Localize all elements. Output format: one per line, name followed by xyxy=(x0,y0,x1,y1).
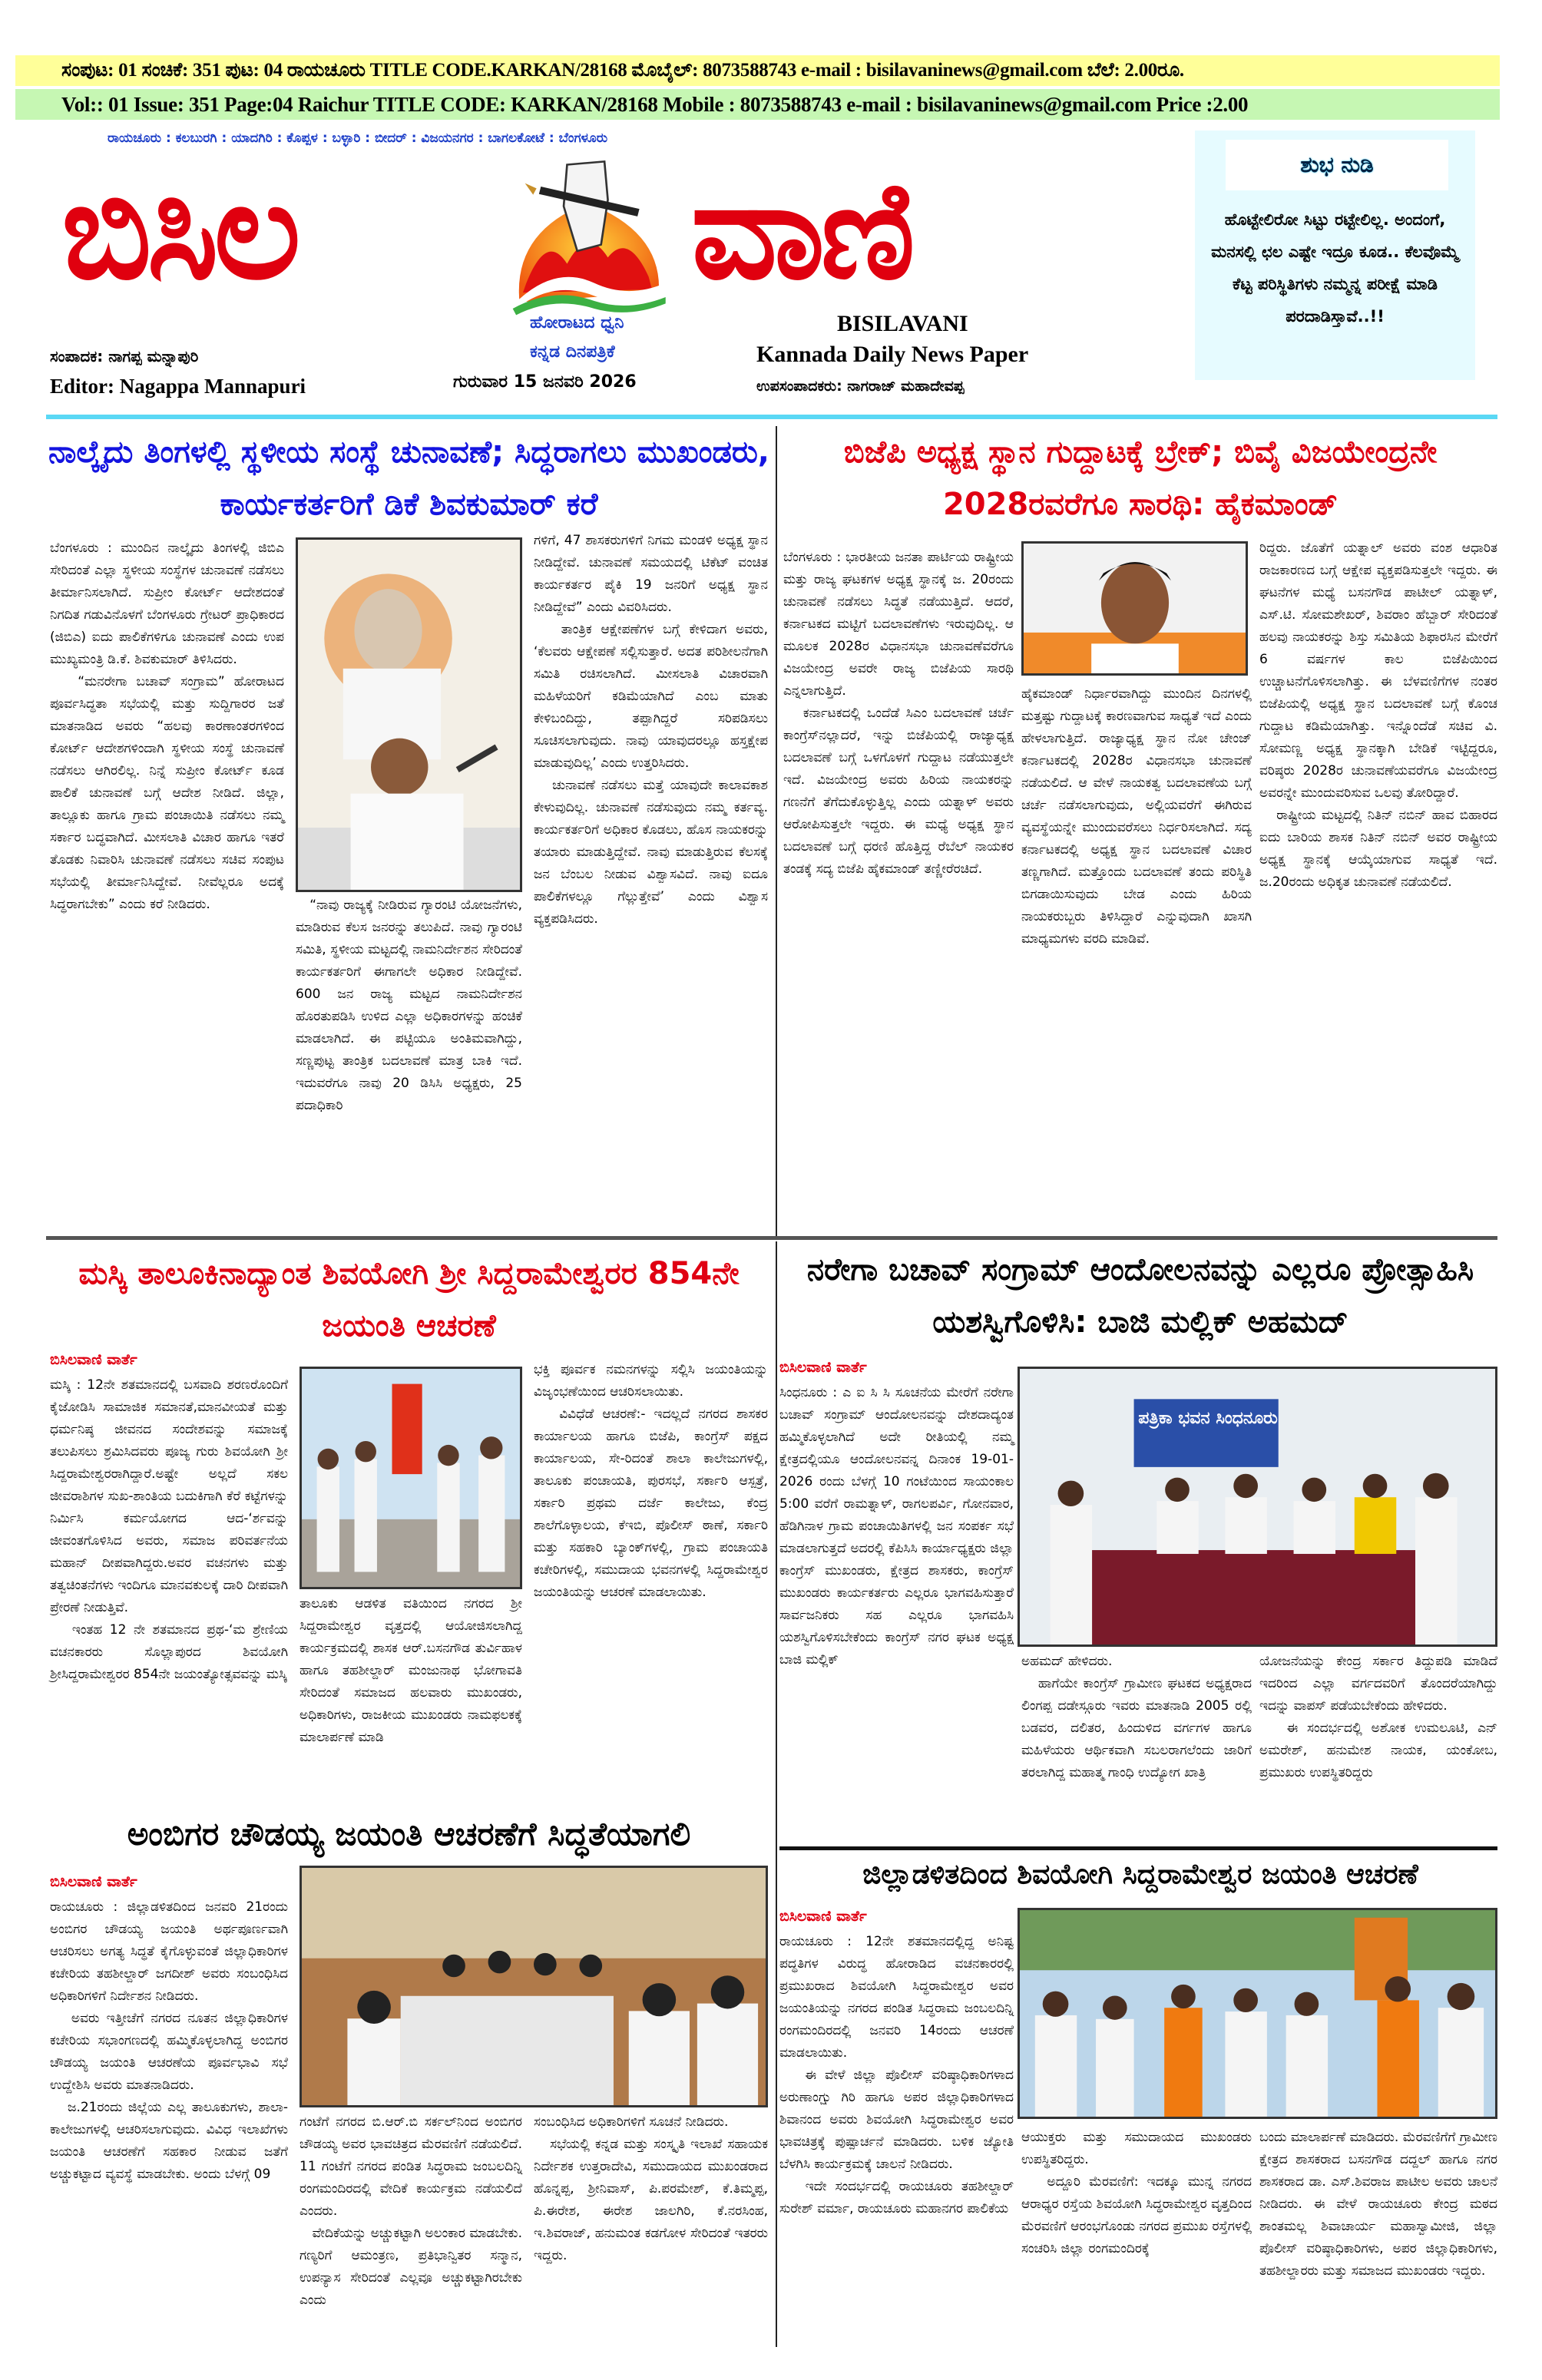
photo-sign-text: ಪತ್ರಿಕಾ ಭವನ ಸಿಂಧನೂರು xyxy=(1138,1409,1278,1428)
good-word-text: ಹೊಟ್ಟೇಲಿರೋ ಸಿಟ್ಟು ರಟ್ಟೇಲಿಲ್ಲ. ಅಂದಂಗೆ, ಮನಸಲ್ಲಿ ಛಲ ಎಷ್ಟೇ ಇದ್ರೂ ಕೂಡ.. ಕೆಲವೊಮ್ಮೆ ಕೆಟ್ಟ ಪರಿಸ್ಥಿತಿಗಳು ನಮ್ಮನ್ನ ಪರೀಕ್ಷೆ ಮಾಡಿ ಪರದಾಡಿಸ್ತಾವೆ..!! xyxy=(1211,210,1459,326)
article-column: ಬೆಂಗಳೂರು : ಭಾರತೀಯ ಜನತಾ ಪಾರ್ಟಿಯ ರಾಷ್ಟ್ರೀಯ ಮತ್ತು ರಾಜ್ಯ ಘಟಕಗಳ ಅಧ್ಯಕ್ಷ ಸ್ಥಾನಕ್ಕೆ ಜ. 20ರಂದು ಚುನಾವಣೆ ನಡೆಸಲು ಸಿದ್ಧತೆ ನಡೆಯುತ್ತಿದೆ. ಆದರೆ, ಕರ್ನಾಟಕದ ಮಟ್ಟಿಗೆ ಬದಲಾವಣೆಗಳು ಇರುವುದಿಲ್ಲ. ಆ ಮೂಲಕ 2028ರ ವಿಧಾನಸಭಾ ಚುನಾವಣೆವರೆಗೂ ವಿಜಯೇಂದ್ರ ಅವರೇ ರಾಜ್ಯ ಬಿಜೆಪಿಯ ಸಾರಥಿ ಎನ್ನಲಾಗುತ್ತಿದೆ. ಕರ್ನಾಟಕದಲ್ಲಿ ಒಂದೆಡೆ ಸಿಎಂ ಬದಲಾವಣೆ ಚರ್ಚೆ ಕಾಂಗ್ರೆಸ್‌ನಲ್ಲಾದರೆ, ಇನ್ನು ಬಿಜೆಪಿಯಲ್ಲಿ ರಾಜ್ಯಾಧ್ಯಕ್ಷ ಬದಲಾವಣೆ ಬಗ್ಗೆ ಒಳಗೊಳಗೆ ಗುದ್ದಾಟ ನಡೆಯುತ್ತಲೇ ಇದೆ. ವಿಜಯೇಂದ್ರ ಅವರು ಹಿರಿಯ ನಾಯಕರನ್ನು ಗಣನೆಗೆ ತೆಗೆದುಕೊಳ್ಳುತ್ತಿಲ್ಲ ಎಂದು ಯತ್ನಾಳ್ ಅವರು ಆರೋಪಿಸುತ್ತಲೇ ಇದ್ದರು. ಈ ಮಧ್ಯೆ ಅಧ್ಯಕ್ಷ ಸ್ಥಾನ ಬದಲಾವಣೆ ಬಗ್ಗೆ ಧರಣಿ ಹೊತ್ತಿದ್ದ ರೆಬೆಲ್ ನಾಯಕರ ತಂಡಕ್ಕೆ ಸದ್ಯ ಬಿಜೆಪಿ ಹೈಕಮಾಂಡ್ ತಣ್ಣೀರೆರಚಿದೆ. xyxy=(783,550,1014,877)
headline-nrega-bachao: ನರೇಗಾ ಬಚಾವ್ ಸಂಗ್ರಾಮ್ ಆಂದೋಲನವನ್ನು ಎಲ್ಲರೂ ಪ್ರೋತ್ಸಾಹಿಸಿ ಯಶಸ್ವಿಗೊಳಿಸಿ: ಬಾಜಿ ಮಲ್ಲಿಕ್ ಅಹಮದ್ xyxy=(806,1252,1474,1340)
photo-procession xyxy=(1018,1908,1497,2119)
newspaper-logo xyxy=(61,152,1175,311)
section-divider xyxy=(779,1846,1497,1850)
column-divider xyxy=(776,426,777,1236)
byline: ಬಿಸಿಲವಾಣಿ ವಾರ್ತೆ xyxy=(50,1351,137,1368)
good-word-title: ಶುಭ ನುಡಿ xyxy=(1226,140,1448,190)
article-column: ಗಳಿಗೆ, 47 ಶಾಸಕರುಗಳಿಗೆ ನಿಗಮ ಮಂಡಳಿ ಅಧ್ಯಕ್ಷ ಸ್ಥಾನ ನೀಡಿದ್ದೇವೆ. ಚುನಾವಣೆ ಸಮಯದಲ್ಲಿ ಟಿಕೆಟ್ ವಂಚಿತ ಕಾರ್ಯಕರ್ತರ ಪೈಕಿ 19 ಜನರಿಗೆ ಅಧ್ಯಕ್ಷ ಸ್ಥಾನ ನೀಡಿದ್ದೇವೆ” ಎಂದು ವಿವರಿಸಿದರು. ತಾಂತ್ರಿಕ ಆಕ್ಷೇಪಣೆಗಳ ಬಗ್ಗೆ ಕೇಳಿದಾಗ ಅವರು, ‘ಕೆಲವರು ಆಕ್ಷೇಪಣೆ ಸಲ್ಲಿಸುತ್ತಾರೆ. ಅದತ ಪರಿಶೀಲನೆಗಾಗಿ ಸಮಿತಿ ರಚಿಸಲಾಗಿದೆ. ಮೀಸಲಾತಿ ವಿಚಾರವಾಗಿ ಮಹಿಳೆಯರಿಗೆ ಕಡಿಮೆಯಾಗಿದೆ ಎಂಬ ಮಾತು ಕೇಳಿಬಂದಿದ್ದು, ತಪ್ಪಾಗಿದ್ದರೆ ಸರಿಪಡಿಸಲು ಸೂಚಿಸಲಾಗುವುದು. ನಾವು ಯಾವುದರಲ್ಲೂ ಹಸ್ತಕ್ಷೇಪ ಮಾಡುವುದಿಲ್ಲ’ ಎಂದು ಉತ್ತರಿಸಿದರು. ಚುನಾವಣೆ ನಡೆಸಲು ಮತ್ತೆ ಯಾವುದೇ ಕಾಲಾವಕಾಶ ಕೇಳುವುದಿಲ್ಲ. ಚುನಾವಣೆ ನಡೆಸುವುದು ನಮ್ಮ ಕರ್ತವ್ಯ. ಕಾರ್ಯಕರ್ತರಿಗೆ ಅಧಿಕಾರ ಕೊಡಲು, ಹೊಸ ನಾಯಕರನ್ನು ತಯಾರು ಮಾಡುತ್ತಿದ್ದೇವೆ. ನಾವು ಮಾಡುತ್ತಿರುವ ಕೆಲಸಕ್ಕೆ ಜನ ಬೆಂಬಲ ನೀಡುವ ವಿಶ್ವಾಸವಿದೆ. ನಾವು ಐದೂ ಪಾಲಿಕೆಗಳಲ್ಲೂ ಗೆಲ್ಲುತ್ತೇವೆ’ ಎಂದು ವಿಶ್ವಾಸ ವ್ಯಕ್ತಪಡಿಸಿದರು. xyxy=(534,533,768,927)
tagline-kannada-daily: ಕನ್ನಡ ದಿನಪತ್ರಿಕೆ xyxy=(530,342,615,362)
headline-maski-jayanti: ಮಸ್ಕಿ ತಾಲೂಕಿನಾದ್ಯಾಂತ ಶಿವಯೋಗಿ ಶ್ರೀ ಸಿದ್ದರಾಮೇಶ್ವರರ 854ನೇ ಜಯಂತಿ ಆಚರಣೆ xyxy=(78,1256,740,1344)
editor-english: Editor: Nagappa Mannapuri xyxy=(50,375,306,398)
issue-date: ಗುರುವಾರ 15 ಜನವರಿ 2026 xyxy=(453,372,637,392)
photo-dk-shivakumar xyxy=(296,537,522,892)
article-column: ಭಕ್ತಿ ಪೂರ್ವಕ ನಮನಗಳನ್ನು ಸಲ್ಲಿಸಿ ಜಯಂತಿಯನ್ನು ವಿಜೃಂಭಣೆಯಿಂದ ಆಚರಿಸಲಾಯಿತು. ವಿವಿಧೆಡೆ ಆಚರಣೆ:- ಇದಲ್ಲದೆ ನಗರದ ಶಾಸಕರ ಕಾರ್ಯಾಲಯ ಹಾಗೂ ಬಿಜೆಪಿ, ಕಾಂಗ್ರೆಸ್ ಪಕ್ಷದ ಕಾರ್ಯಾಲಯ, ಸೇ-ರಿದಂತೆ ಶಾಲಾ ಕಾಲೇಜುಗಳಲ್ಲಿ, ತಾಲೂಕು ಪಂಚಾಯತಿ, ಪುರಸಭೆ, ಸರ್ಕಾರಿ ಆಸ್ಪತ್ರೆ, ಸರ್ಕಾರಿ ಪ್ರಥಮ ದರ್ಜೆ ಕಾಲೇಜು, ಕೆಂದ್ರ ಶಾಲೆಗೊಳ್ಳಾಲಯ, ಕೆಇಬಿ, ಪೊಲೀಸ್ ಠಾಣೆ, ಸರ್ಕಾರಿ ಮತ್ತು ಸಹಕಾರಿ ಬ್ಯಾಂಕ್‌ಗಳಲ್ಲಿ, ಗ್ರಾಮ ಪಂಚಾಯತಿ ಕಚೇರಿಗಳಲ್ಲಿ, ಸಮುದಾಯ ಭವನಗಳಲ್ಲಿ ಸಿದ್ದರಾಮೇಶ್ವರ ಜಯಂತಿಯನ್ನು ಆಚರಣೆ ಮಾಡಲಾಯಿತು. xyxy=(534,1362,769,1600)
headline-district-siddarameshwara: ಜಿಲ್ಲಾಡಳಿತದಿಂದ ಶಿವಯೋಗಿ ಸಿದ್ದರಾಮೇಶ್ವರ ಜಯಂತಿ ಆಚರಣೆ xyxy=(862,1859,1418,1890)
good-word-box xyxy=(1195,131,1475,380)
article-column: ರಾಯಚೂರು : ಜಿಲ್ಲಾಡಳಿತದಿಂದ ಜನವರಿ 21ರಂದು ಅಂಬಿಗರ ಚೌಡಯ್ಯ ಜಯಂತಿ ಅರ್ಥಪೂರ್ಣವಾಗಿ ಆಚರಿಸಲು ಅಗತ್ಯ ಸಿದ್ಧತೆ ಕೈಗೊಳ್ಳುವಂತೆ ಜಿಲ್ಲಾಧಿಕಾರಿಗಳ ಕಚೇರಿಯ ತಹಶೀಲ್ದಾರ್ ಜಗದೀಶ್ ಅವರು ಸಂಬಂಧಿಸಿದ ಅಧಿಕಾರಿಗಳಿಗೆ ನಿರ್ದೇಶನ ನೀಡಿದರು. ಅವರು ಇತ್ತೀಚೆಗೆ ನಗರದ ನೂತನ ಜಿಲ್ಲಾಧಿಕಾರಿಗಳ ಕಚೇರಿಯ ಸಭಾಂಗಣದಲ್ಲಿ ಹಮ್ಮಿಕೊಳ್ಳಲಾಗಿದ್ದ ಅಂಬಿಗರ ಚೌಡಯ್ಯ ಜಯಂತಿ ಆಚರಣೆಯ ಪೂರ್ವಭಾವಿ ಸಭೆ ಉದ್ದೇಶಿಸಿ ಅವರು ಮಾತನಾಡಿದರು. ಜ.21ರಂದು ಜಿಲ್ಲೆಯ ಎಲ್ಲ ತಾಲೂಕುಗಳು, ಶಾಲಾ-ಕಾಲೇಜುಗಳಲ್ಲಿ ಆಚರಿಸಲಾಗುವುದು. ವಿವಿಧ ಇಲಾಖೆಗಳು ಜಯಂತಿ ಆಚರಣೆಗೆ ಸಹಕಾರ ನೀಡುವ ಜತೆಗೆ ಅಚ್ಚುಕಟ್ಟಾದ ವ್ಯವಸ್ಥೆ ಮಾಡಬೇಕು. ಅಂದು ಬೆಳಗ್ಗೆ 09 xyxy=(50,1899,288,2182)
article-column: ಬೆಂಗಳೂರು : ಮುಂದಿನ ನಾಲ್ಕೈದು ತಿಂಗಳಲ್ಲಿ ಜಿಬಿಎ ಸೇರಿದಂತೆ ಎಲ್ಲಾ ಸ್ಥಳೀಯ ಸಂಸ್ಥೆಗಳ ಚುನಾವಣೆ ನಡೆಸಲು ತೀರ್ಮಾನಿಸಲಾಗಿದೆ. ಸುಪ್ರೀಂ ಕೋರ್ಟ್ ಆದೇಶದಂತೆ ನಿಗದಿತ ಗಡುವಿನೊಳಗೆ ಬೆಂಗಳೂರು ಗ್ರೇಟರ್ ಪ್ರಾಧಿಕಾರದ (ಜಿಬಿಎ) ಐದು ಪಾಲಿಕೆಗಳಿಗೂ ಚುನಾವಣೆ ಎಂದು ಉಪ ಮುಖ್ಯಮಂತ್ರಿ ಡಿ.ಕೆ. ಶಿವಕುಮಾರ್ ತಿಳಿಸಿದರು. “ಮನರೇಗಾ ಬಚಾವ್ ಸಂಗ್ರಾಮ” ಹೋರಾಟದ ಪೂರ್ವಸಿದ್ಧತಾ ಸಭೆಯಲ್ಲಿ ಮತ್ತು ಸುದ್ದಿಗಾರರ ಜತೆ ಮಾತನಾಡಿದ ಅವರು “ಹಲವು ಕಾರಣಾಂತರಗಳಿಂದ ಕೋರ್ಟ್ ಆದೇಶಗಳಿಂದಾಗಿ ಸ್ಥಳೀಯ ಸಂಸ್ಥೆ ಚುನಾವಣೆ ನಡೆಸಲು ಆಗಿರಲಿಲ್ಲ. ನಿನ್ನೆ ಸುಪ್ರೀಂ ಕೋರ್ಟ್ ಕೂಡ ಪಾಲಿಕೆ ಚುನಾವಣೆ ಬಗ್ಗೆ ಆದೇಶ ನೀಡಿದೆ. ಜಿಲ್ಲಾ, ತಾಲ್ಲೂಕು ಹಾಗೂ ಗ್ರಾಮ ಪಂಚಾಯಿತಿ ನಡೆಸಲು ನಮ್ಮ ಸರ್ಕಾರ ಬದ್ಧವಾಗಿದೆ. ಮೀಸಲಾತಿ ವಿಚಾರ ಹಾಗೂ ಇತರೆ ತೊಡಕು ನಿವಾರಿಸಿ ಚುನಾವಣೆ ನಡೆಸಲು ಸಚಿವ ಸಂಪುಟ ಸಭೆಯಲ್ಲಿ ತೀರ್ಮಾನಿಸಿದ್ದೇವೆ. ನೀವೆಲ್ಲರೂ ಅದಕ್ಕೆ ಸಿದ್ಧರಾಗಬೇಕು” ಎಂದು ಕರೆ ನೀಡಿದರು. xyxy=(50,540,284,912)
article-column: ಆಯುಕ್ತರು ಮತ್ತು ಸಮುದಾಯದ ಮುಖಂಡರು ಉಪಸ್ಥಿತರಿದ್ದರು. ಅದ್ದೂರಿ ಮೆರವಣಿಗೆ: ಇದಕ್ಕೂ ಮುನ್ನ ನಗರದ ಆರಾಧ್ಯರ ರಸ್ತೆಯ ಶಿವಯೋಗಿ ಸಿದ್ಧರಾಮೇಶ್ವರ ವೃತ್ತದಿಂದ ಮೆರವಣಿಗೆ ಆರಂಭಗೊಂಡು ನಗರದ ಪ್ರಮುಖ ರಸ್ತೆಗಳಲ್ಲಿ ಸಂಚರಿಸಿ ಜಿಲ್ಲಾ ರಂಗಮಂದಿರಕ್ಕೆ xyxy=(1021,2130,1252,2256)
article-column: ಗಂಟೆಗೆ ನಗರದ ಬಿ.ಆರ್.ಬಿ ಸರ್ಕಲ್‌ನಿಂದ ಅಂಬಿಗರ ಚೌಡಯ್ಯ ಅವರ ಭಾವಚಿತ್ರದ ಮೆರವಣಿಗೆ ನಡೆಯಲಿದೆ. 11 ಗಂಟೆಗೆ ನಗರದ ಪಂಡಿತ ಸಿದ್ಧರಾಮ ಜಂಬಲದಿನ್ನಿ ರಂಗಮಂದಿರದಲ್ಲಿ ವೇದಿಕೆ ಕಾರ್ಯಕ್ರಮ ನಡೆಯಲಿದೆ ಎಂದರು. ವೇದಿಕೆಯನ್ನು ಅಚ್ಚುಕಟ್ಟಾಗಿ ಅಲಂಕಾರ ಮಾಡಬೇಕು. ಗಣ್ಯರಿಗೆ ಆಮಂತ್ರಣ, ಪ್ರತಿಭಾನ್ವಿತರ ಸನ್ಮಾನ, ಉಪನ್ಯಾಸ ಸೇರಿದಂತೆ ಎಲ್ಲವೂ ಅಚ್ಚುಕಟ್ಟಾಗಿರಬೇಕು ಎಂದು xyxy=(299,2114,523,2308)
photo-press-meet xyxy=(1018,1367,1497,1647)
byline: ಬಿಸಿಲವಾಣಿ ವಾರ್ತೆ xyxy=(779,1908,867,1925)
article-column: ಹೈಕಮಾಂಡ್ ನಿರ್ಧಾರವಾಗಿದ್ದು ಮುಂದಿನ ದಿನಗಳಲ್ಲಿ ಮತ್ತಷ್ಟು ಗುದ್ದಾಟಕ್ಕೆ ಕಾರಣವಾಗುವ ಸಾಧ್ಯತೆ ಇದೆ ಎಂದು ಹೇಳಲಾಗುತ್ತಿದೆ. ರಾಜ್ಯಾಧ್ಯಕ್ಷ ಸ್ಥಾನ ನೋ ಚೇಂಜ್ ಕರ್ನಾಟಕದಲ್ಲಿ 2028ರ ವಿಧಾನಸಭಾ ಚುನಾವಣೆ ನಡೆಯಲಿದೆ. ಆ ವೇಳೆ ನಾಯಕತ್ವ ಬದಲಾವಣೆಯ ಬಗ್ಗೆ ಚರ್ಚೆ ನಡೆಸಲಾಗುವುದು, ಅಲ್ಲಿಯವರೆಗೆ ಈಗಿರುವ ವ್ಯವಸ್ಥೆಯನ್ನೇ ಮುಂದುವರೆಸಲು ನಿರ್ಧರಿಸಲಾಗಿದೆ. ಸದ್ಯ ಕರ್ನಾಟಕದಲ್ಲಿ ಅಧ್ಯಕ್ಷ ಸ್ಥಾನ ಬದಲಾವಣೆ ವಿಚಾರ ತಣ್ಣಗಾಗಿದೆ. ಮತ್ತೊಂದು ಬದಲಾವಣೆ ತಂದು ಪರಿಸ್ಥಿತಿ ಬಿಗಡಾಯಿಸುವುದು ಬೇಡ ಎಂದು ಹಿರಿಯ ನಾಯಕರುಬ್ಬರು ತಿಳಿಸಿದ್ದಾರೆ ಎನ್ನುವುದಾಗಿ ಖಾಸಗಿ ಮಾಧ್ಯಮಗಳು ವರದಿ ಮಾಡಿವೆ. xyxy=(1021,686,1256,947)
subeditor-kannada: ಉಪಸಂಪಾದಕರು: ನಾಗರಾಜ್ ಮಹಾದೇವಪ್ಪ xyxy=(756,378,965,395)
masthead-info-kannada: ಸಂಪುಟ: 01 ಸಂಚಿಕೆ: 351 ಪುಟ: 04 ರಾಯಚೂರು TITLE CODE.KARKAN/28168 ಮೊಬೈಲ್: 8073588743 e-mail : bisilavaninews@gmail.com ಬೆಲೆ: 2.00ರೂ. xyxy=(15,55,1500,86)
headline-local-body-election: ನಾಲ್ಕೈದು ತಿಂಗಳಲ್ಲಿ ಸ್ಥಳೀಯ ಸಂಸ್ಥೆ ಚುನಾವಣೆ; ಸಿದ್ಧರಾಗಲು ಮುಖಂಡರು, ಕಾರ್ಯಕರ್ತರಿಗೆ ಡಿಕೆ ಶಿವಕುಮಾರ್ ಕರೆ xyxy=(48,435,769,522)
editor-kannada: ಸಂಪಾದಕ: ನಾಗಪ್ಪ ಮನ್ನಾಪುರಿ xyxy=(50,347,199,365)
logo-text-left: ಬಿಸಿಲ xyxy=(61,154,296,309)
column-divider xyxy=(776,1241,777,2347)
article-column: ರಿದ್ದರು. ಜೊತೆಗೆ ಯತ್ನಾಲ್ ಅವರು ವಂಶ ಆಧಾರಿತ ರಾಜಕಾರಣದ ಬಗ್ಗೆ ಆಕ್ಷೇಪ ವ್ಯಕ್ತಪಡಿಸುತ್ತಲೇ ಇದ್ದರು. ಈ ಘಟನೆಗಳ ಮಧ್ಯೆ ಬಸನಗೌಡ ಪಾಟೀಲ್ ಯತ್ನಾಳ್, ಎಸ್.ಟಿ. ಸೋಮಶೇಖರ್, ಶಿವರಾಂ ಹೆಬ್ಬಾರ್ ಸೇರಿದಂತೆ ಹಲವು ನಾಯಕರನ್ನು ಶಿಸ್ತು ಸಮಿತಿಯ ಶಿಫಾರಸಿನ ಮೇರೆಗೆ 6 ವರ್ಷಗಳ ಕಾಲ ಬಿಜೆಪಿಯಿಂದ ಉಚ್ಚಾಟನೆಗೊಳಿಸಲಾಗಿತ್ತು. ಈ ಬೆಳವಣಿಗೆಗಳ ನಂತರ ಬಿಜೆಪಿಯಲ್ಲಿ ಅಧ್ಯಕ್ಷ ಸ್ಥಾನ ಬದಲಾವಣೆ ಬಗ್ಗೆ ಕೊಂಚ ಗುದ್ದಾಟ ಕಡಿಮೆಯಾಗಿತ್ತು. ಇನ್ನೊಂದೆಡೆ ಸಚಿವ ವಿ. ಸೋಮಣ್ಣ ಅಧ್ಯಕ್ಷ ಸ್ಥಾನಕ್ಕಾಗಿ ಬೇಡಿಕೆ ಇಟ್ಟಿದ್ದರೂ, ವರಿಷ್ಠರು 2028ರ ಚುನಾವಣೆಯವರೆಗೂ ವಿಜಯೇಂದ್ರ ಅವರನ್ನೇ ಮುಂದುವರಿಸುವ ಒಲವು ತೋರಿದ್ದಾರೆ. ರಾಷ್ಟ್ರೀಯ ಮಟ್ಟದಲ್ಲಿ ನಿತಿನ್ ನಬಿನ್ ಹಾವ ಬಿಹಾರದ ಐದು ಬಾರಿಯ ಶಾಸಕ ನಿತಿನ್ ನಬಿನ್ ಅವರ ರಾಷ್ಟ್ರೀಯ ಅಧ್ಯಕ್ಷ ಸ್ಥಾನಕ್ಕೆ ಆಯ್ಕೆಯಾಗುವ ಸಾಧ್ಯತೆ ಇದೆ. ಜ.20ರಂದು ಅಧಿಕೃತ ಚುನಾವಣೆ ನಡೆಯಲಿದೆ. xyxy=(1259,540,1497,890)
article-column: ಸಿಂಧನೂರು : ಎ ಐ ಸಿ ಸಿ ಸೂಚನೆಯ ಮೇರೆಗೆ ನರೇಗಾ ಬಚಾವ್ ಸಂಗ್ರಾಮ್ ಆಂದೋಲನವನ್ನು ದೇಶದಾದ್ಯಂತ ಹಮ್ಮಿಕೊಳ್ಳಲಾಗಿದೆ ಅದೇ ರೀತಿಯಲ್ಲಿ ನಮ್ಮ ಕ್ಷೇತ್ರದಲ್ಲಿಯೂ ಆಂದೋಲನವನ್ನ ದಿನಾಂಕ 19-01-2026 ರಂದು ಬೆಳಗ್ಗೆ 10 ಗಂಟೆಯಿಂದ ಸಾಯಂಕಾಲ 5:00 ವರೆಗೆ ರಾಮತ್ನಾಳ್, ರಾಗಲಪರ್ವಿ, ಗೋನವಾರ, ಹೆಡಿಗಿನಾಳ ಗ್ರಾಮ ಪಂಚಾಯಿತಿಗಳಲ್ಲಿ ಜನ ಸಂಪರ್ಕ ಸಭೆ ಮಾಡಲಾಗುತ್ತದೆ ಅದರಲ್ಲಿ ಕೆಪಿಸಿಸಿ ಕಾರ್ಯಾಧ್ಯಕ್ಷರು ಜಿಲ್ಲಾ ಕಾಂಗ್ರೆಸ್ ಮುಖಂಡರು, ಕ್ಷೇತ್ರದ ಶಾಸಕರು, ಕಾಂಗ್ರೆಸ್ ಮುಖಂಡರು ಕಾರ್ಯಕರ್ತರು ಎಲ್ಲರೂ ಭಾಗವಹಿಸುತ್ತಾರೆ ಸಾರ್ವಜನಿಕರು ಸಹ ಎಲ್ಲರೂ ಭಾಗವಹಿಸಿ ಯಶಸ್ವಿಗೊಳಿಸಬೇಕೆಂದು ಕಾಂಗ್ರೆಸ್ ನಗರ ಘಟಕ ಅಧ್ಯಕ್ಷ ಬಾಜಿ ಮಲ್ಲಿಕ್ xyxy=(779,1385,1018,1668)
photo-preparatory-meeting xyxy=(299,1866,768,2107)
section-divider xyxy=(46,1236,1497,1240)
fist-pen-emblem-icon xyxy=(499,155,676,309)
article-column: ತಾಲೂಕು ಆಡಳಿತ ವತಿಯಿಂದ ನಗರದ ಶ್ರೀ ಸಿದ್ದರಾಮೇಶ್ವರ ವೃತ್ತದಲ್ಲಿ ಆಯೋಜಿಸಲಾಗಿದ್ದ ಕಾರ್ಯಕ್ರಮದಲ್ಲಿ ಶಾಸಕ ಆರ್.ಬಸನಗೌಡ ತುರ್ವಿಹಾಳ ಹಾಗೂ ತಹಶೀಲ್ದಾರ್ ಮಂಜುನಾಥ ಭೋಗಾವತಿ ಸೇರಿದಂತೆ ಸಮಾಜದ ಹಲವಾರು ಮುಖಂಡರು, ಅಧಿಕಾರಿಗಳು, ರಾಜಕೀಯ ಮುಖಂಡರು ನಾಮಫಲಕಕ್ಕೆ ಮಾಲಾರ್ಪಣೆ ಮಾಡಿ xyxy=(299,1596,527,1745)
headline-bjp-president: ಬಿಜೆಪಿ ಅಧ್ಯಕ್ಷ ಸ್ಥಾನ ಗುದ್ದಾಟಕ್ಕೆ ಬ್ರೇಕ್; ಬಿವೈ ವಿಜಯೇಂದ್ರನೇ 2028ರವರೆಗೂ ಸಾರಥಿ: ಹೈಕಮಾಂಡ್ xyxy=(843,435,1438,522)
logo-text-right: ವಾಣಿ xyxy=(691,154,912,309)
article-column: ರಾಯಚೂರು : 12ನೇ ಶತಮಾನದಲ್ಲಿದ್ದ ಅನಿಷ್ಟ ಪದ್ಧತಿಗಳ ವಿರುದ್ಧ ಹೋರಾಡಿದ ವಚನಕಾರರಲ್ಲಿ ಪ್ರಮುಖರಾದ ಶಿವಯೋಗಿ ಸಿದ್ಧರಾಮೇಶ್ವರ ಅವರ ಜಯಂತಿಯನ್ನು ನಗರದ ಪಂಡಿತ ಸಿದ್ಧರಾಮ ಜಂಬಲದಿನ್ನಿ ರಂಗಮಂದಿರದಲ್ಲಿ ಜನವರಿ 14ರಂದು ಆಚರಣೆ ಮಾಡಲಾಯಿತು. ಈ ವೇಳೆ ಜಿಲ್ಲಾ ಪೊಲೀಸ್ ವರಿಷ್ಠಾಧಿಕಾರಿಗಳಾದ ಅರುಣಾಂಗ್ಷು ಗಿರಿ ಹಾಗೂ ಅಪರ ಜಿಲ್ಲಾಧಿಕಾರಿಗಳಾದ ಶಿವಾನಂದ ಅವರು ಶಿವಯೋಗಿ ಸಿದ್ಧರಾಮೇಶ್ವರ ಅವರ ಭಾವಚಿತ್ರಕ್ಕೆ ಪುಷ್ಪಾರ್ಚನೆ ಮಾಡಿದರು. ಬಳಿಕ ಜ್ಯೋತಿ ಬೆಳಗಿಸಿ ಕಾರ್ಯಕ್ರಮಕ್ಕೆ ಚಾಲನೆ ನೀಡಿದರು. ಇದೇ ಸಂದರ್ಭದಲ್ಲಿ ರಾಯಚೂರು ತಹಶೀಲ್ದಾರ್ ಸುರೇಶ್ ವರ್ಮಾ, ರಾಯಚೂರು ಮಹಾನಗರ ಪಾಲಿಕೆಯ xyxy=(779,1934,1014,2216)
article-column: ಬಂದು ಮಾಲಾರ್ಪಣೆ ಮಾಡಿದರು. ಮೆರವಣಿಗೆಗೆ ಗ್ರಾಮೀಣ ಕ್ಷೇತ್ರದ ಶಾಸಕರಾದ ಬಸನಗೌಡ ದದ್ದಲ್ ಹಾಗೂ ನಗರ ಶಾಸಕರಾದ ಡಾ. ಎಸ್.ಶಿವರಾಜ ಪಾಟೀಲ ಅವರು ಚಾಲನೆ ನೀಡಿದರು. ಈ ವೇಳೆ ರಾಯಚೂರು ಕೇಂದ್ರ ಮಠದ ಶಾಂತಮಲ್ಲ ಶಿವಾಚಾರ್ಯ ಮಹಾಸ್ವಾಮೀಜಿ, ಜಿಲ್ಲಾ ಪೊಲೀಸ್ ವರಿಷ್ಠಾಧಿಕಾರಿಗಳು, ಅಪರ ಜಿಲ್ಲಾಧಿಕಾರಿಗಳು, ತಹಶೀಲ್ದಾರರು ಮತ್ತು ಸಮಾಜದ ಮುಖಂಡರು ಇದ್ದರು. xyxy=(1259,2130,1502,2279)
masthead-info-english: Vol:: 01 Issue: 351 Page:04 Raichur TITLE CODE: KARKAN/28168 Mobile : 8073588743 e-mail : bisilavaninews@gmail.com Price :2.00 xyxy=(15,89,1500,120)
photo-maski-ceremony xyxy=(299,1367,522,1589)
article-column: ಸಂಬಂಧಿಸಿದ ಅಧಿಕಾರಿಗಳಿಗೆ ಸೂಚನೆ ನೀಡಿದರು. ಸಭೆಯಲ್ಲಿ ಕನ್ನಡ ಮತ್ತು ಸಂಸ್ಕೃತಿ ಇಲಾಖೆ ಸಹಾಯಕ ನಿರ್ದೇಶಕ ಉತ್ತರಾದೇವಿ, ಸಮುದಾಯದ ಮುಖಂಡರಾದ ಹೊನ್ನಪ್ಪ, ಶ್ರೀನಿವಾಸ್, ಪಿ.ಪರಮೇಶ್, ಕೆ.ತಿಮ್ಮಪ್ಪ, ಪಿ.ಈರೇಶ, ಈರೇಶ ಜಾಲಗಿರಿ, ಕೆ.ನರಸಿಂಹ, ಇ.ಶಿವರಾಜ್, ಹನುಮಂತ ಕಡಗೋಳ ಸೇರಿದಂತೆ ಇತರರು ಇದ್ದರು. xyxy=(534,2114,768,2263)
article-column: ಅಹಮದ್ ಹೇಳಿದರು. ಹಾಗೆಯೇ ಕಾಂಗ್ರೆಸ್ ಗ್ರಾಮೀಣ ಘಟಕದ ಅಧ್ಯಕ್ಷರಾದ ಲಿಂಗಪ್ಪ ದಡೇಸ್ಗೂರು ಇವರು ಮಾತನಾಡಿ 2005 ರಲ್ಲಿ ಬಡವರ, ದಲಿತರ, ಹಿಂದುಳಿದ ವರ್ಗಗಳ ಹಾಗೂ ಮಹಿಳೆಯರು ಆರ್ಥಿಕವಾಗಿ ಸಬಲರಾಗಲೆಂದು ಜಾರಿಗೆ ತರಲಾಗಿದ್ದ ಮಹಾತ್ಮ ಗಾಂಧಿ ಉದ್ಯೋಗ ಖಾತ್ರಿ xyxy=(1021,1654,1252,1780)
tagline-voice-of-struggle: ಹೋರಾಟದ ಧ್ವನಿ xyxy=(530,313,624,332)
byline: ಬಿಸಿಲವಾಣಿ ವಾರ್ತೆ xyxy=(50,1873,137,1890)
article-column: “ನಾವು ರಾಜ್ಯಕ್ಕೆ ನೀಡಿರುವ ಗ್ಯಾರಂಟಿ ಯೋಜನೆಗಳು, ಮಾಡಿರುವ ಕೆಲಸ ಜನರನ್ನು ತಲುಪಿದೆ. ನಾವು ಗ್ಯಾರಂಟಿ ಸಮಿತಿ, ಸ್ಥಳೀಯ ಮಟ್ಟದಲ್ಲಿ ನಾಮನಿರ್ದೇಶನ ಸೇರಿದಂತೆ ಕಾರ್ಯಕರ್ತರಿಗೆ ಈಗಾಗಲೇ ಅಧಿಕಾರ ನೀಡಿದ್ದೇವೆ. 600 ಜನ ರಾಜ್ಯ ಮಟ್ಟದ ನಾಮನಿರ್ದೇಶನ ಹೊರತುಪಡಿಸಿ ಉಳಿದ ಎಲ್ಲಾ ಅಧಿಕಾರಗಳನ್ನು ಹಂಚಿಕೆ ಮಾಡಲಾಗಿದೆ. ಈ ಪಟ್ಟಿಯೂ ಅಂತಿಮವಾಗಿದ್ದು, ಸಣ್ಣಪುಟ್ಟ ತಾಂತ್ರಿಕ ಬದಲಾವಣೆ ಮಾತ್ರ ಬಾಕಿ ಇದೆ. ಇದುವರೆಗೂ ನಾವು 20 ಡಿಸಿಸಿ ಅಧ್ಯಕ್ಷರು, 25 ಪದಾಧಿಕಾರಿ xyxy=(296,897,527,1113)
edition-cities: ರಾಯಚೂರು : ಕಲಬುರಗಿ : ಯಾದಗಿರಿ : ಕೊಪ್ಪಳ : ಬಳ್ಳಾರಿ : ಬೀದರ್ : ವಿಜಯನಗರ : ಬಾಗಲಕೋಟೆ : ಬೆಂಗಳೂರು xyxy=(108,131,608,146)
article-column: ಯೋಜನೆಯನ್ನು ಕೇಂದ್ರ ಸರ್ಕಾರ ತಿದ್ದುಪಡಿ ಮಾಡಿದೆ ಇದರಿಂದ ಎಲ್ಲಾ ವರ್ಗದವರಿಗೆ ತೊಂದರೆಯಾಗಿದ್ದು ಇದನ್ನು ವಾಪಸ್ ಪಡೆಯಬೇಕೆಂದು ಹೇಳಿದರು. ಈ ಸಂದರ್ಭದಲ್ಲಿ ಅಶೋಕ ಉಮಲೂಟಿ, ಎನ್ ಅಮರೇಶ್, ಹನುಮೇಶ ನಾಯಕ, ಯಂಕೋಬ, ಪ್ರಮುಖರು ಉಪಸ್ಥಿತರಿದ್ದರು xyxy=(1259,1654,1497,1780)
photo-vijayendra xyxy=(1021,541,1248,676)
article-column: ಮಸ್ಕಿ : 12ನೇ ಶತಮಾನದಲ್ಲಿ ಬಸವಾದಿ ಶರಣರೊಂದಿಗೆ ಕೈಜೋಡಿಸಿ ಸಾಮಾಜಿಕ ಸಮಾನತೆ,ಮಾನವೀಯತೆ ಮತ್ತು ಧರ್ಮನಿಷ್ಠ ಜೀವನದ ಸಂದೇಶವನ್ನು ಸಮಾಜಕ್ಕೆ ತಲುಪಿಸಲು ಶ್ರಮಿಸಿದವರು ಪೂಜ್ಯ ಗುರು ಶಿವಯೋಗಿ ಶ್ರೀ ಸಿದ್ದರಾಮೇಶ್ವರರಾಗಿದ್ದಾರೆ.ಅಷ್ಟೇ ಅಲ್ಲದೆ ಸಕಲ ಜೀವರಾಶಿಗಳ ಸುಖ-ಶಾಂತಿಯ ಬದುಕಿಗಾಗಿ ಕೆರೆ ಕಟ್ಟೆಗಳನ್ನು ನಿರ್ಮಿಸಿ ಕರ್ಮಯೋಗದ ಆದ-‘ರ್ಶವನ್ನು ಜೀವಂತಗೊಳಿಸಿದ ಅವರು, ಸಮಾಜ ಪರಿವರ್ತನೆಯ ಮಹಾನ್ ದೀಪವಾಗಿದ್ದರು.ಅವರ ವಚನಗಳು ಮತ್ತು ತತ್ವಚಿಂತನೆಗಳು ಇಂದಿಗೂ ಮಾನವಕುಲಕ್ಕೆ ದಾರಿ ದೀಪವಾಗಿ ಪ್ರೇರಣೆ ನೀಡುತ್ತಿವೆ. ಇಂತಹ 12 ನೇ ಶತಮಾನದ ಪ್ರಥ-‘ಮ ಶ್ರೇಣಿಯ ವಚನಕಾರರು ಸೊಲ್ಲಾಪುರದ ಶಿವಯೋಗಿ ಶ್ರೀಸಿದ್ದರಾಮೇಶ್ವರರ 854ನೇ ಜಯಂತ್ಯೋತ್ಸವವನ್ನು ಮಸ್ಕಿ xyxy=(50,1377,288,1682)
name-english: BISILAVANI xyxy=(837,311,968,336)
masthead-divider xyxy=(46,415,1497,419)
subtitle-english: Kannada Daily News Paper xyxy=(756,342,1029,367)
headline-ambigara-chowdaiah: ಅಂಬಿಗರ ಚೌಡಯ್ಯ ಜಯಂತಿ ಆಚರಣೆಗೆ ಸಿದ್ಧತೆಯಾಗಲಿ xyxy=(127,1815,691,1853)
byline: ಬಿಸಿಲವಾಣಿ ವಾರ್ತೆ xyxy=(779,1359,867,1376)
